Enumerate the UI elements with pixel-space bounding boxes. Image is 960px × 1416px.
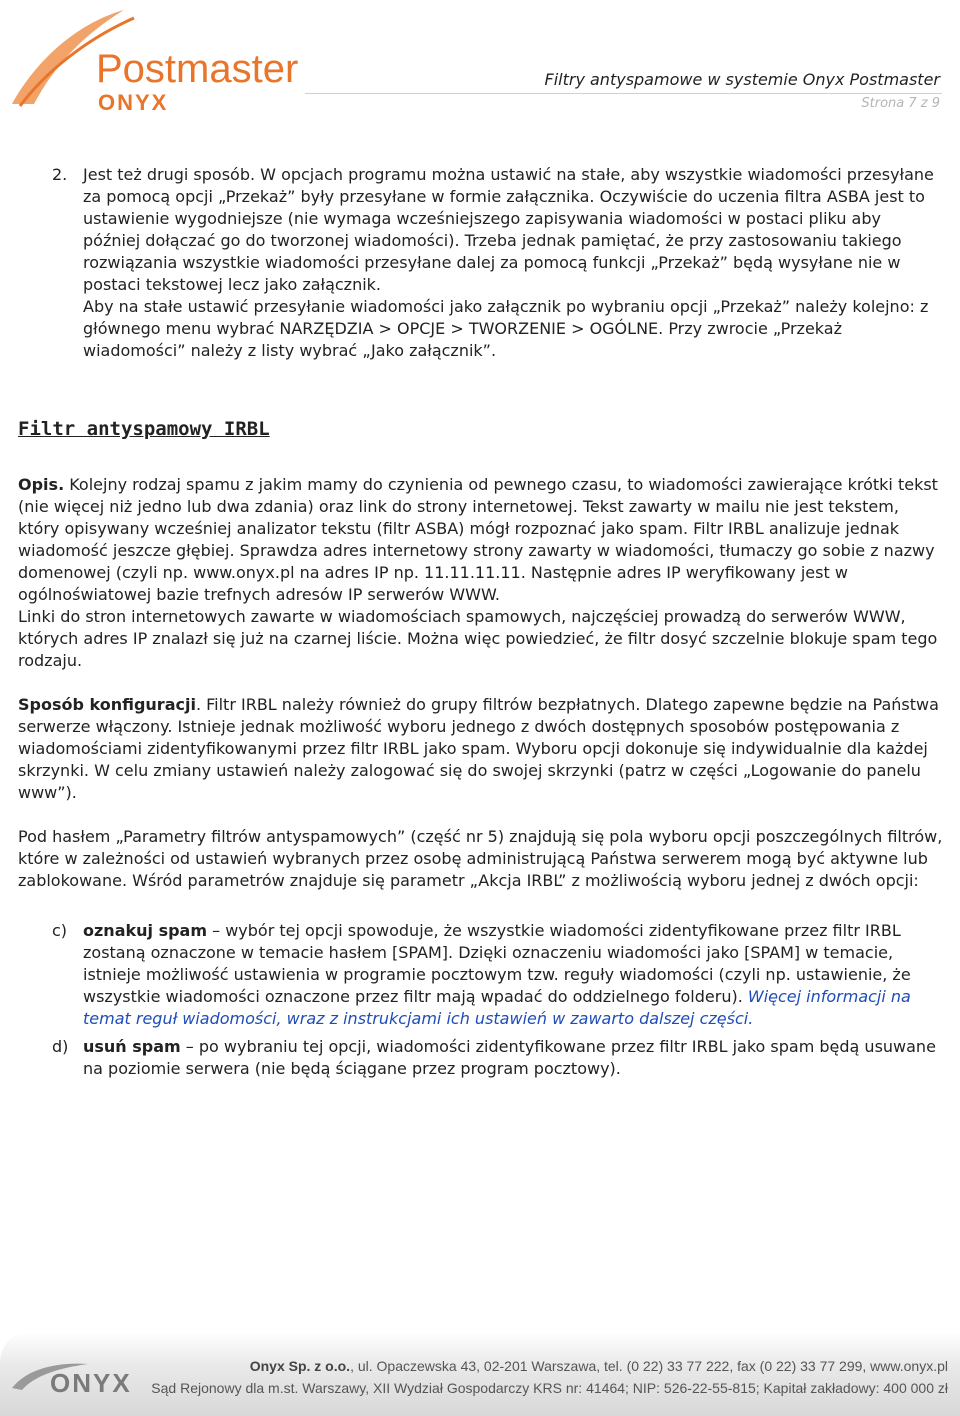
document-body xyxy=(18,164,943,1080)
sposob-text: . Filtr IRBL należy również do grupy filtrów bezpłatnych. Dlatego zapewne będzie na Państwa serwerze włączony. Istnieje jednak możliwość wyboru jednego z dwóch dostępnych sposobów postępowania z wiadomościami zidentyfikowanymi przez filtr IRBL jako spam. Wyboru opcji dokonuje się indywidualnie dla każdej skrzynki. W celu zmiany ustawień należy zalogować się do swojej skrzynki (patrz w części „Logowanie do panelu www”). xyxy=(18,695,939,802)
postmaster-logo xyxy=(4,4,304,116)
logo-wordmark: Postmaster xyxy=(96,47,299,91)
parametry-paragraph: Pod hasłem „Parametry filtrów antyspamowych” (część nr 5) znajdują się pola wyboru opcji poszczególnych filtrów, które w zależności od ustawień wybranych przez osobę administrującą Państwa serwerem mogą być aktywne lub zablokowane. Wśród parametrów znajduje się parametr „Akcja IRBL” z możliwością wyboru jednej z dwóch opcji: xyxy=(18,827,943,890)
list-item-c xyxy=(18,920,943,1030)
list-item-note: Więcej informacji na temat reguł wiadomości, wraz z instrukcjami ich ustawień w zawarto dalszej części. xyxy=(83,987,911,1028)
footer-registration: Sąd Rejonowy dla m.st. Warszawy, XII Wydział Gospodarczy KRS nr: 41464; NIP: 526-22-55-815; Kapitał zakładowy: 400 000 zł xyxy=(151,1380,948,1396)
page-number: Strona 7 z 9 xyxy=(861,96,940,111)
list-item-text: – wybór tej opcji spowoduje, że wszystkie wiadomości zidentyfikowane przez filtr IRBL zostaną oznaczone w temacie hasłem [SPAM]. Dzięki oznaczeniu wiadomości jako [SPAM] w temacie, istnieje możliwość ustawienia w programie pocztowym tzw. reguły wiadomości (czyli np. ustawienie, że wszystkie wiadomości oznaczone przez filtr mają wpadać do oddzielnego folderu). xyxy=(83,921,911,1006)
document-title: Filtry antyspamowe w systemie Onyx Postmaster xyxy=(544,70,940,89)
list-item-text: – po wybraniu tej opcji, wiadomości zidentyfikowane przez filtr IRBL jako spam będą usuwane na poziomie serwera (nie będą ściągane przez program pocztowy). xyxy=(83,1037,936,1078)
list-item-label: usuń spam xyxy=(83,1037,181,1056)
item-marker: 2. xyxy=(52,165,68,184)
onyx-footer-logo xyxy=(8,1358,158,1398)
svg-text:ONYX: ONYX xyxy=(50,1368,132,1398)
sposob-label: Sposób konfiguracji xyxy=(18,695,196,714)
list-marker: c) xyxy=(52,921,68,940)
numbered-item-2 xyxy=(18,164,943,362)
item-2-paragraph-1: Jest też drugi sposób. W opcjach programu można ustawić na stałe, aby wszystkie wiadomości przesyłane za pomocą opcji „Przekaż” były przesyłane w formie załącznika. Oczywiście do uczenia filtra ASBA jest to ustawienie wygodniejsze (nie wymaga wcześniejszego zapisywania wiadomości w postaci pliku aby później dołączać go do tworzonej wiadomości). Trzeba jednak pamiętać, że przy zastosowaniu takiego rozwiązania wszystkie wiadomości przesyłane dalej za pomocą funkcji „Przekaż” będą wysyłane nie w postaci tekstowej lecz jako załącznik. xyxy=(83,165,934,294)
sposob-paragraph xyxy=(18,694,943,804)
footer-address: Onyx Sp. z o.o., ul. Opaczewska 43, 02-201 Warszawa, tel. (0 22) 33 77 222, fax (0 22) 33 77 299, www.onyx.pl xyxy=(249,1358,948,1374)
opis-label: Opis. xyxy=(18,475,65,494)
list-marker: d) xyxy=(52,1037,69,1056)
logo-sub-wordmark: ONYX xyxy=(98,90,169,115)
opis-text: Kolejny rodzaj spamu z jakim mamy do czynienia od pewnego czasu, to wiadomości zawierające krótki tekst (nie więcej niż jedno lub dwa zdania) oraz link do strony internetowej. Tekst zawarty w mailu nie jest tekstem, który opisywany wcześniej analizator tekstu (filtr ASBA) mógł rozpoznać jako spam. Filtr IRBL analizuje jednak wiadomość jeszcze głębiej. Sprawdza adres internetowy strony zawarty w wiadomości, tłumaczy go sobie z nazwy domenowej (czyli np. www.onyx.pl na adres IP np. 11.11.11.11. Następnie adres IP weryfikowany jest w ogólnoświatowej bazie trefnych adresów IP serwerów WWW. xyxy=(18,475,938,604)
opis-paragraph xyxy=(18,474,943,606)
item-2-paragraph-2: Aby na stałe ustawić przesyłanie wiadomości jako załącznik po wybraniu opcji „Przekaż” należy kolejno: z głównego menu wybrać NARZĘDZIA > OPCJE > TWORZENIE > OGÓLNE. Przy zwrocie „Przekaż wiadomości” należy z listy wybrać „Jako załącznik”. xyxy=(83,297,929,360)
list-item-label: oznakuj spam xyxy=(83,921,208,940)
page-footer xyxy=(0,1332,960,1416)
footer-company: Onyx Sp. z o.o. xyxy=(249,1358,351,1374)
linki-paragraph: Linki do stron internetowych zawarte w wiadomościach spamowych, najczęściej prowadzą do serwerów WWW, których adres IP znalazł się już na czarnej liście. Można więc powiedzieć, że filtr dosyć szczelnie blokuje spam tego rodzaju. xyxy=(18,607,938,670)
section-heading: Filtr antyspamowy IRBL xyxy=(18,418,270,440)
list-item-d xyxy=(18,1036,943,1080)
header-divider xyxy=(305,93,942,94)
